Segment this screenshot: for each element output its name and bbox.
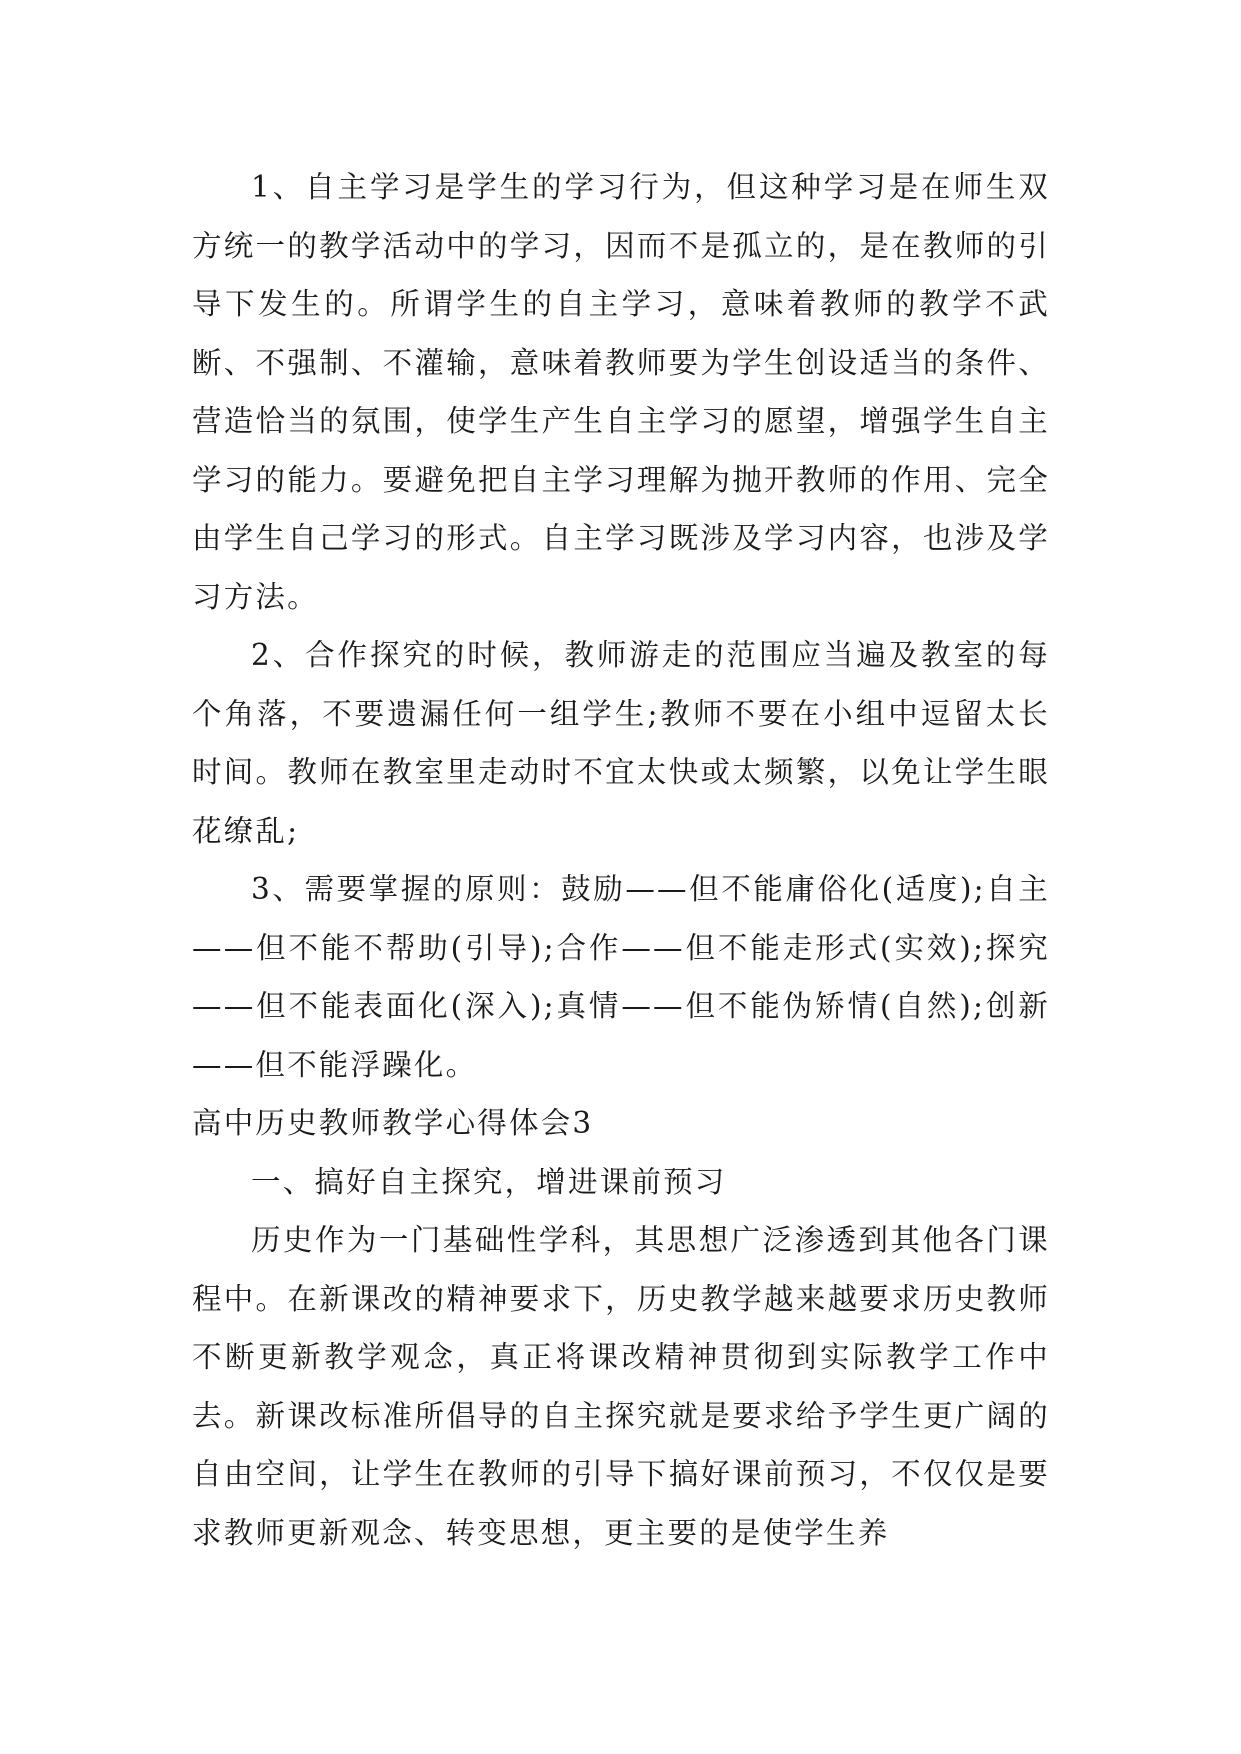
document-body xyxy=(192,158,1050,1562)
subheading: 一、搞好自主探究，增进课前预习 xyxy=(251,1164,727,1199)
paragraph-principles: 3、需要掌握的原则：鼓励——但不能庸俗化(适度);自主——但不能不帮助(引导);合作——但不能走形式(实效);探究——但不能表面化(深入);真情——但不能伪矫情(自然);创新——但不能浮躁化。 xyxy=(192,872,1050,1082)
paragraph-cooperative-inquiry: 2、合作探究的时候，教师游走的范围应当遍及教室的每个角落，不要遗漏任何一组学生;教师不要在小组中逗留太长时间。教师在教室里走动时不宜太快或太频繁，以免让学生眼花缭乱; xyxy=(192,638,1050,848)
paragraph-history-subject: 历史作为一门基础性学科，其思想广泛渗透到其他各门课程中。在新课改的精神要求下，历史教学越来越要求历史教师不断更新教学观念，真正将课改精神贯彻到实际教学工作中去。新课改标准所倡导的自主探究就是要求给予学生更广阔的自由空间，让学生在教师的引导下搞好课前预习，不仅仅是要求教师更新观念、转变思想，更主要的是使学生养 xyxy=(192,1223,1050,1550)
section-title: 高中历史教师教学心得体会3 xyxy=(192,1106,594,1140)
paragraph-autonomous-learning: 1、自主学习是学生的学习行为，但这种学习是在师生双方统一的教学活动中的学习，因而不是孤立的，是在教师的引导下发生的。所谓学生的自主学习，意味着教师的教学不武断、不强制、不灌输，意味着教师要为学生创设适当的条件、营造恰当的氛围，使学生产生自主学习的愿望，增强学生自主学习的能力。要避免把自主学习理解为抛开教师的作用、完全由学生自己学习的形式。自主学习既涉及学习内容，也涉及学习方法。 xyxy=(192,170,1050,614)
